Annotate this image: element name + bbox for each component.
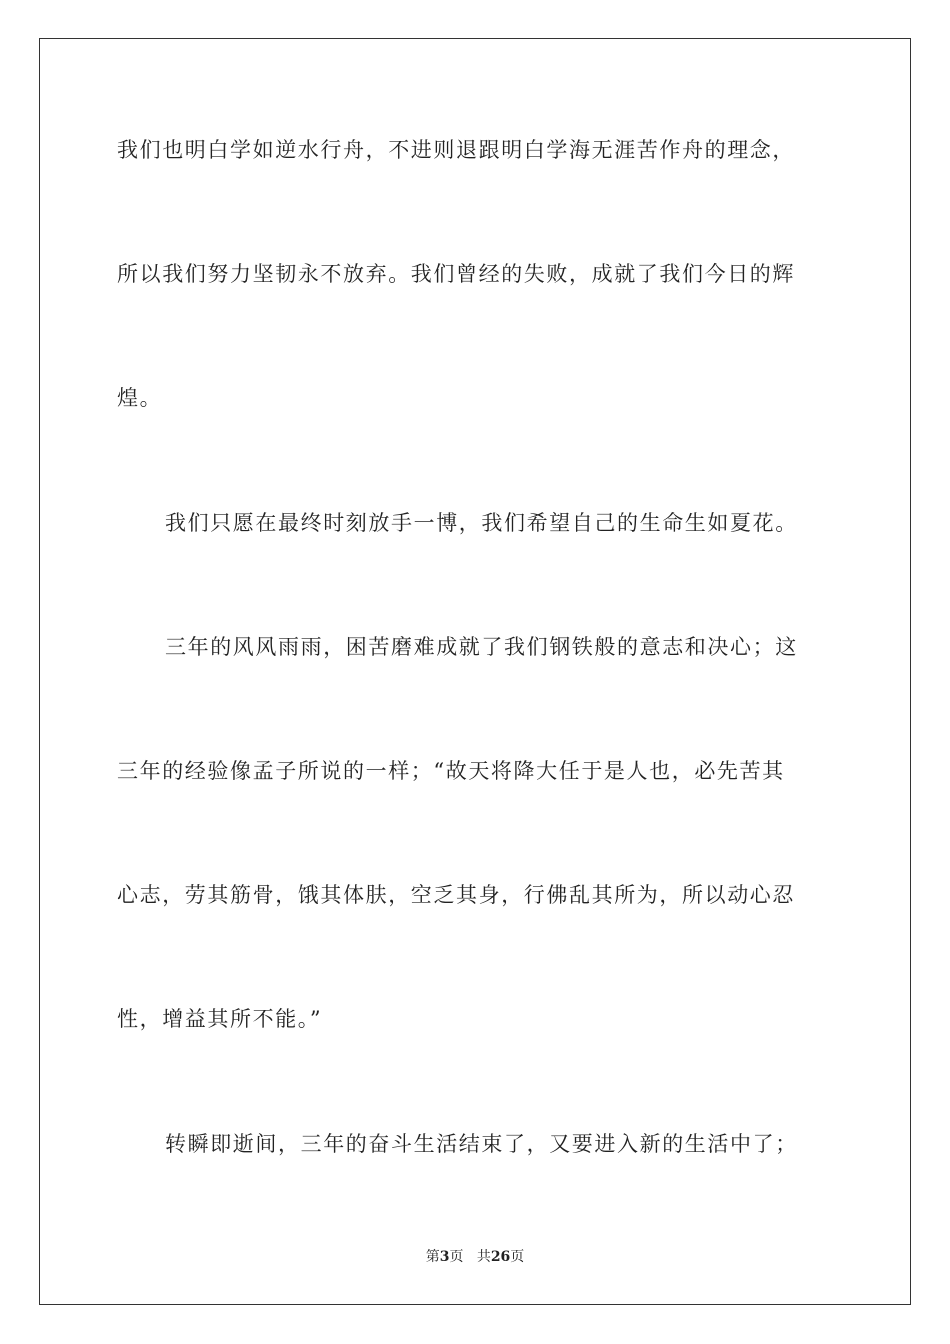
total-pages: 26 xyxy=(490,1249,511,1265)
page-suffix: 页 xyxy=(449,1249,464,1265)
page-border xyxy=(39,38,911,1305)
total-suffix: 页 xyxy=(510,1249,525,1265)
text-line-6: 三年的经验像孟子所说的一样；“故天将降大任于是人也，必先苦其 xyxy=(117,759,785,783)
text-line-1: 我们也明白学如逆水行舟，不进则退跟明白学海无涯苦作舟的理念， xyxy=(117,138,795,162)
text-line-7: 心志，劳其筋骨，饿其体肤，空乏其身，行佛乱其所为，所以动心忍 xyxy=(117,883,795,907)
text-line-9: 转瞬即逝间，三年的奋斗生活结束了，又要进入新的生活中了； xyxy=(165,1132,798,1156)
text-line-3: 煌。 xyxy=(117,386,163,410)
total-prefix: 共 xyxy=(476,1249,491,1265)
text-line-8: 性，增益其所不能。” xyxy=(117,1007,323,1031)
page-footer xyxy=(0,1246,950,1266)
text-line-2: 所以我们努力坚韧永不放弃。我们曾经的失败，成就了我们今日的辉 xyxy=(117,262,795,286)
text-line-4: 我们只愿在最终时刻放手一博，我们希望自己的生命生如夏花。 xyxy=(165,511,798,535)
text-line-5: 三年的风风雨雨，困苦磨难成就了我们钢铁般的意志和决心；这 xyxy=(165,635,798,659)
page-prefix: 第 xyxy=(425,1249,440,1265)
page-number: 3 xyxy=(439,1249,450,1265)
